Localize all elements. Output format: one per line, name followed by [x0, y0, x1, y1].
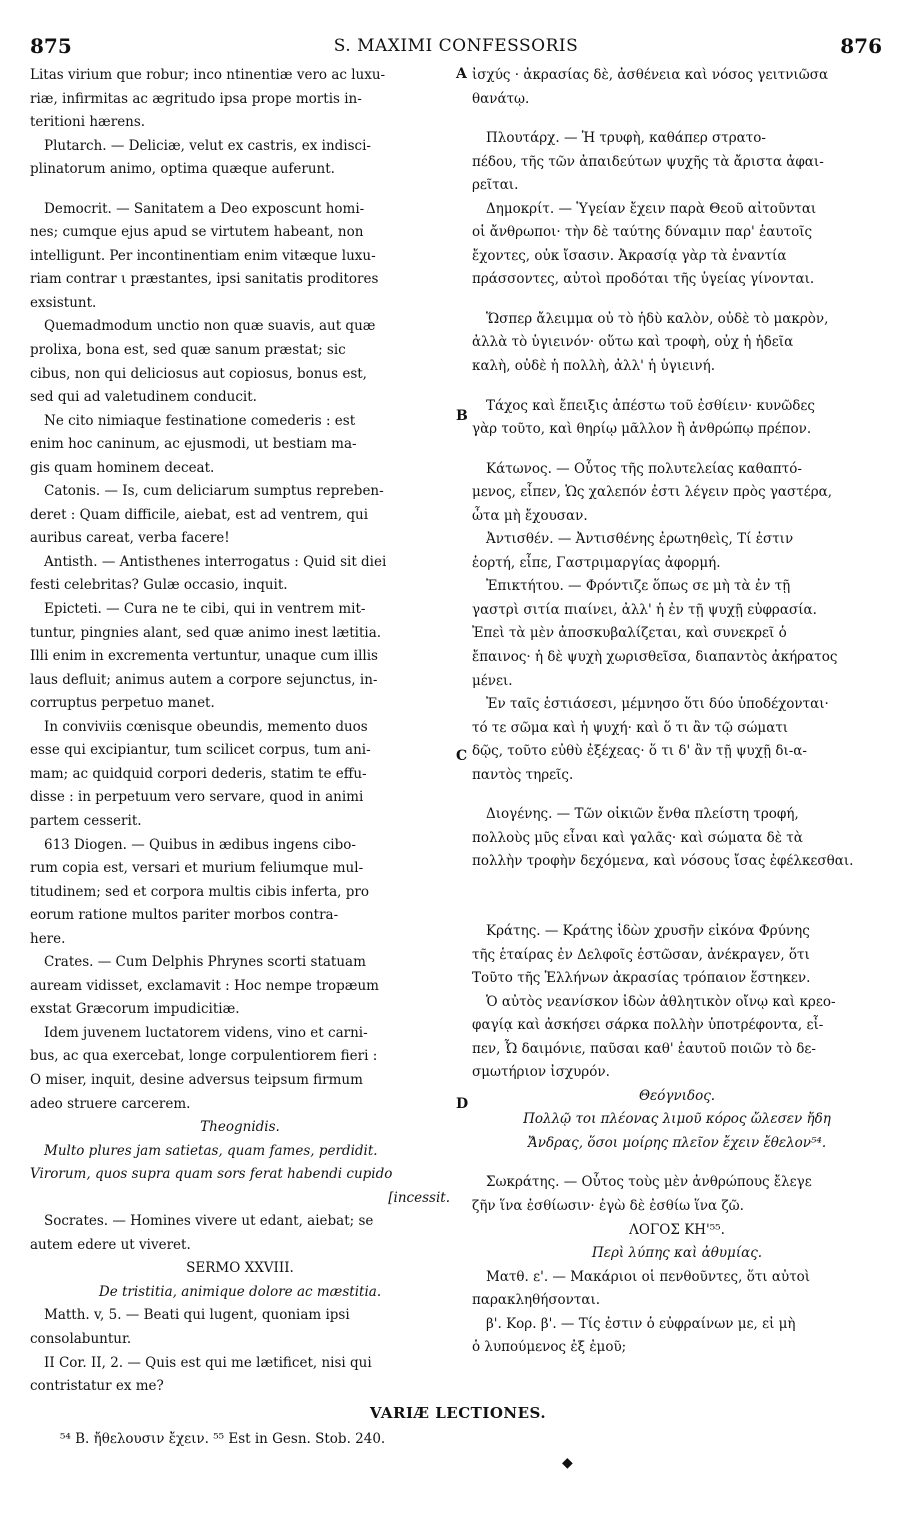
- greek-line: Τοῦτο τῆς Ἑλλήνων ἀκρασίας τρόπαιον ἕστηκεν.: [472, 970, 811, 987]
- spacer: [472, 904, 882, 920]
- latin-line: here.: [30, 930, 66, 947]
- sermon-heading: SERMO XXVIII.: [186, 1260, 294, 1277]
- latin-line: titudinem; sed et corpora multis cibis inferta, pro: [30, 883, 369, 900]
- latin-line: festi celebritas? Gulæ occasio, inquit.: [30, 577, 288, 594]
- greek-line: β'. Κορ. β'. — Τίς ἐστιν ὁ εὐφραίνων με, εἰ μὴ: [486, 1315, 796, 1332]
- sermon-subtitle: Περὶ λύπης καὶ ἀθυμίας.: [591, 1245, 763, 1262]
- greek-column: [472, 64, 882, 1360]
- latin-line: riæ, infirmitas ac ægritudo ipsa prope mortis in-: [30, 90, 362, 107]
- latin-line: Idem juvenem luctatorem videns, vino et carni-: [44, 1024, 368, 1041]
- latin-line: disse : in perpetuum vero servare, quod in animi: [30, 789, 364, 806]
- latin-line: plinatorum animo, optima quæque auferunt.: [30, 161, 335, 178]
- latin-line: cibus, non qui deliciosus aut copiosus, bonus est,: [30, 365, 367, 382]
- greek-line: Ὁ αὐτὸς νεανίσκον ἰδὼν ἀθλητικὸν οἴνῳ καὶ κρεο-: [486, 993, 836, 1010]
- spacer: [30, 182, 450, 198]
- latin-line: Ne cito nimiaque festinatione comederis : est: [44, 412, 356, 429]
- latin-line: intelligunt. Per incontinentiam enim vitæque luxu-: [30, 247, 376, 264]
- greek-line: δῷς, τοῦτο εὐθὺ ἐξέχεας· ὅ τι δ' ἂν τῇ ψυχῇ δι-α-: [472, 743, 807, 760]
- variae-lectiones-heading: VARIÆ LECTIONES.: [369, 1404, 547, 1422]
- greek-line: πράσσοντες, αὐτοὶ προδόται τῆς ὑγείας γίνονται.: [472, 271, 815, 288]
- spacer: [472, 111, 882, 127]
- margin-marker-d: D: [456, 1096, 469, 1112]
- greek-line: πολλὴν τροφὴν δεχόμενα, καὶ νόσους ἴσας ἐφέλκεσθαι.: [472, 853, 854, 870]
- margin-marker-b: B: [456, 408, 468, 424]
- latin-line: exstat Græcorum impudicitiæ.: [30, 1001, 240, 1018]
- spacer: [472, 442, 882, 458]
- spacer: [472, 379, 882, 395]
- latin-line: 613 Diogen. — Quibus in ædibus ingens cibo-: [44, 836, 356, 853]
- latin-line: In conviviis cœnisque obeundis, memento duos: [44, 718, 368, 735]
- latin-line: Quemadmodum unctio non quæ suavis, aut quæ: [44, 318, 376, 335]
- latin-line: Democrit. — Sanitatem a Deo exposcunt homi-: [44, 200, 365, 217]
- margin-marker-c: C: [456, 748, 468, 764]
- latin-line: esse qui excipiantur, tum scilicet corpus, tum ani-: [30, 742, 371, 759]
- latin-line: adeo struere carcerem.: [30, 1095, 191, 1112]
- greek-line: καλὴ, οὐδὲ ἡ πολλὴ, ἀλλ' ἡ ὑγιεινή.: [472, 358, 715, 375]
- greek-line: Ἐν ταῖς ἑστιάσεσι, μέμνησο ὅτι δύο ὑποδέχονται·: [486, 696, 829, 713]
- sermon-subtitle: De tristitia, animique dolore ac mæstitia.: [98, 1283, 382, 1300]
- footnotes: ⁵⁴ B. ἤθελουσιν ἔχειν. ⁵⁵ Est in Gesn. Stob. 240.: [60, 1431, 386, 1447]
- greek-line: τῆς ἑταίρας ἐν Δελφοῖς ἑστῶσαν, ἀνέκραγεν, ὅτι: [472, 946, 810, 963]
- ornament-dot-icon: ◆: [562, 1455, 573, 1471]
- latin-line: exsistunt.: [30, 294, 97, 311]
- latin-line: Litas virium que robur; inco ntinentiæ vero ac luxu-: [30, 67, 386, 83]
- latin-line: Antisth. — Antisthenes interrogatus : Quid sit diei: [44, 553, 387, 570]
- latin-line: gis quam hominem deceat.: [30, 459, 215, 476]
- greek-line: φαγίᾳ καὶ ἀσκήσει σάρκα πολλὴν ὑποτρέφοντα, εἶ-: [472, 1017, 824, 1034]
- latin-line: corruptus perpetuo manet.: [30, 695, 215, 712]
- greek-line: Δημοκρίτ. — Ὑγείαν ἔχειν παρὰ Θεοῦ αἰτοῦνται: [486, 200, 817, 217]
- greek-line: ζῆν ἵνα ἐσθίωσιν· ἐγὼ δὲ ἐσθίω ἵνα ζῶ.: [472, 1197, 744, 1214]
- verse-line: Virorum, quos supra quam sors ferat habendi cupido: [30, 1166, 393, 1183]
- greek-line: πολλοὺς μῦς εἶναι καὶ γαλᾶς· καὶ σώματα δὲ τὰ: [472, 829, 803, 846]
- spacer: [472, 874, 882, 904]
- greek-line: Ἐπεὶ τὰ μὲν ἀποσκυβαλίζεται, καὶ συνεκρεῖ ὁ: [472, 625, 787, 642]
- latin-line: prolixa, bona est, sed quæ sanum præstat; sic: [30, 342, 346, 359]
- greek-line: σμωτήριον ἰσχυρόν.: [472, 1064, 610, 1081]
- section-heading: Θεόγνιδος.: [638, 1087, 716, 1104]
- latin-line: O miser, inquit, desine adversus teipsum firmum: [30, 1071, 363, 1088]
- greek-line: γὰρ τοῦτο, καὶ θηρίῳ μᾶλλον ἢ ἀνθρώπῳ πρέπον.: [472, 421, 812, 438]
- latin-line: Socrates. — Homines vivere ut edant, aiebat; se: [44, 1213, 374, 1230]
- latin-line: Matth. v, 5. — Beati qui lugent, quoniam ipsi: [44, 1307, 350, 1324]
- greek-line: Κάτωνος. — Οὗτος τῆς πολυτελείας καθαπτό-: [486, 460, 802, 477]
- sermon-heading: ΛΟΓΟΣ ΚΗ'⁵⁵.: [629, 1221, 725, 1238]
- latin-line: autem edere ut viveret.: [30, 1236, 191, 1253]
- verse-line: Ἄνδρας, ὅσοι μοίρης πλεῖον ἔχειν ἔθελον⁵⁴.: [527, 1134, 827, 1151]
- spacer: [472, 1155, 882, 1171]
- verse-line: [incessit.: [388, 1189, 450, 1206]
- greek-line: πέδου, τῆς τῶν ἀπαιδεύτων ψυχῆς τὰ ἄριστα ἀφαι-: [472, 153, 824, 170]
- latin-line: tuntur, pingnies alant, sed quæ animo inest lætitia.: [30, 624, 382, 641]
- latin-line: teritioni hærens.: [30, 114, 146, 131]
- spacer: [472, 787, 882, 803]
- spacer: [472, 292, 882, 308]
- greek-line: οἱ ἄνθρωποι· τὴν δὲ ταύτης δύναμιν παρ' ἑαυτοῖς: [472, 224, 813, 241]
- running-title: S. MAXIMI CONFESSORIS: [333, 36, 579, 56]
- latin-line: auream vidisset, exclamavit : Hoc nempe tropæum: [30, 977, 379, 994]
- greek-line: ἔχοντες, οὐκ ἴσασιν. Ἀκρασίᾳ γὰρ τὰ ἐναντία: [472, 247, 787, 264]
- greek-line: ρεῖται.: [472, 177, 519, 194]
- greek-line: Ἐπικτήτου. — Φρόντιζε ὅπως σε μὴ τὰ ἐν τῇ: [486, 578, 791, 595]
- greek-line: ἔπαινος· ἡ δὲ ψυχὴ χωρισθεῖσα, διαπαντὸς ἀκήρατος: [472, 649, 838, 666]
- greek-line: παντὸς τηρεῖς.: [472, 766, 574, 783]
- greek-line: Ὥσπερ ἄλειμμα οὐ τὸ ἡδὺ καλὸν, οὐδὲ τὸ μακρὸν,: [486, 310, 829, 327]
- latin-line: eorum ratione multos pariter morbos contra-: [30, 907, 339, 924]
- latin-line: Plutarch. — Deliciæ, velut ex castris, ex indisci-: [44, 137, 371, 154]
- latin-line: riam contrar ι præstantes, ipsi sanitatis proditores: [30, 271, 379, 288]
- greek-line: Διογένης. — Τῶν οἰκιῶν ἔνθα πλείστη τροφή,: [486, 806, 799, 823]
- latin-line: consolabuntur.: [30, 1330, 132, 1347]
- latin-line: mam; ac quidquid corpori dederis, statim te effu-: [30, 765, 367, 782]
- section-heading: Theognidis.: [200, 1119, 280, 1136]
- greek-line: Σωκράτης. — Οὗτος τοὺς μὲν ἀνθρώπους ἔλεγε: [486, 1174, 812, 1191]
- greek-line: Τάχος καὶ ἔπειξις ἀπέστω τοῦ ἐσθίειν· κυνῶδες: [486, 397, 815, 414]
- latin-column: [30, 64, 450, 1399]
- greek-line: μενος, εἶπεν, Ὡς χαλεπόν ἐστι λέγειν πρὸς γαστέρα,: [472, 484, 833, 501]
- greek-line: παρακληθήσονται.: [472, 1292, 601, 1309]
- latin-line: rum copia est, versari et murium feliumque mul-: [30, 860, 364, 877]
- greek-line: ὦτα μὴ ἔχουσαν.: [472, 507, 588, 524]
- greek-line: θανάτῳ.: [472, 90, 530, 107]
- margin-marker-a: A: [456, 66, 467, 82]
- latin-line: auribus careat, verba facere!: [30, 530, 230, 547]
- page-header: [30, 34, 882, 60]
- greek-line: πεν, Ὦ δαιμόνιε, παῦσαι καθ' ἑαυτοῦ ποιῶν τὸ δε-: [472, 1040, 816, 1057]
- latin-line: nes; cumque ejus apud se virtutem habeant, non: [30, 224, 364, 241]
- latin-line: deret : Quam difficile, aiebat, est ad ventrem, qui: [30, 506, 369, 523]
- greek-line: ἀλλὰ τὸ ὑγιεινόν· οὕτω καὶ τροφὴ, οὐχ ἡ ἡδεῖα: [472, 334, 794, 351]
- greek-line: ὁ λυπούμενος ἐξ ἐμοῦ;: [472, 1339, 627, 1356]
- greek-line: Πλουτάρχ. — Ἡ τρυφὴ, καθάπερ στρατο-: [486, 130, 766, 147]
- page-number-left: 875: [30, 34, 72, 58]
- latin-line: partem cesserit.: [30, 812, 142, 829]
- greek-line: γαστρὶ σιτία πιαίνει, ἀλλ' ἡ ἐν τῇ ψυχῇ εὐφρασία.: [472, 601, 817, 618]
- latin-line: sed qui ad valetudinem conducit.: [30, 389, 257, 406]
- greek-line: Ἀντισθέν. — Ἀντισθένης ἐρωτηθεὶς, Τί ἐστιν: [486, 531, 794, 548]
- verse-line: Πολλῷ τοι πλέονας λιμοῦ κόρος ὤλεσεν ἤδη: [523, 1111, 831, 1128]
- greek-line: ἑορτή, εἶπε, Γαστριμαργίας ἀφορμή.: [472, 554, 721, 571]
- latin-line: laus defluit; animus autem a corpore sejunctus, in-: [30, 671, 378, 688]
- greek-line: ἰσχύς · ἀκρασίας δὲ, ἀσθένεια καὶ νόσος γειτνιῶσα: [472, 67, 829, 83]
- greek-line: τό τε σῶμα καὶ ἡ ψυχή· καὶ ὅ τι ἂν τῷ σώματι: [472, 719, 789, 736]
- latin-line: enim hoc caninum, ac ejusmodi, ut bestiam ma-: [30, 436, 357, 453]
- latin-line: Illi enim in excrementa vertuntur, unaque cum illis: [30, 648, 378, 665]
- page-number-right: 876: [840, 34, 882, 58]
- latin-line: Crates. — Cum Delphis Phrynes scorti statuam: [44, 954, 366, 971]
- latin-line: Catonis. — Is, cum deliciarum sumptus repreben-: [44, 483, 384, 500]
- latin-line: contristatur ex me?: [30, 1378, 164, 1395]
- greek-line: μένει.: [472, 672, 513, 689]
- greek-line: Κράτης. — Κράτης ἰδὼν χρυσῆν εἰκόνα Φρύνης: [486, 922, 810, 939]
- verse-line: Multo plures jam satietas, quam fames, perdidit.: [44, 1142, 378, 1159]
- latin-line: bus, ac qua exercebat, longe corpulentiorem fieri :: [30, 1048, 378, 1065]
- latin-line: II Cor. II, 2. — Quis est qui me lætificet, nisi qui: [44, 1354, 372, 1371]
- latin-line: Epicteti. — Cura ne te cibi, qui in ventrem mit-: [44, 601, 366, 618]
- greek-line: Ματθ. ε'. — Μακάριοι οἱ πενθοῦντες, ὅτι αὐτοὶ: [486, 1268, 811, 1285]
